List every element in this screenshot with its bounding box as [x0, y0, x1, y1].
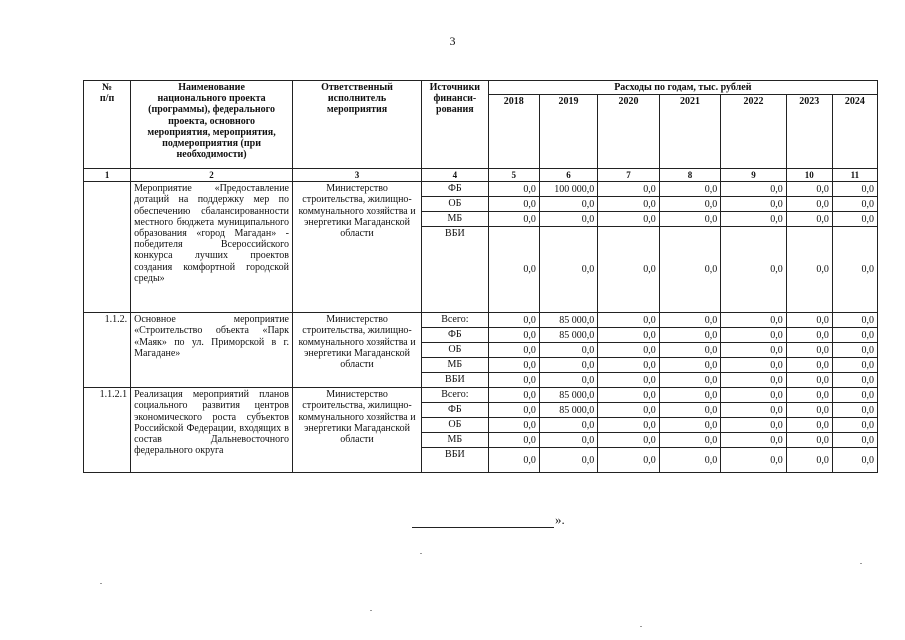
column-number: 3 — [292, 169, 421, 182]
funding-source: ФБ — [422, 182, 489, 197]
expense-value: 0,0 — [488, 373, 539, 388]
column-number: 10 — [786, 169, 832, 182]
expense-value: 100 000,0 — [539, 182, 597, 197]
expense-value: 85 000,0 — [539, 403, 597, 418]
expense-value: 0,0 — [786, 418, 832, 433]
expense-value: 0,0 — [721, 448, 787, 473]
header-row-1 — [84, 81, 878, 95]
expense-value: 0,0 — [832, 418, 877, 433]
expense-value: 0,0 — [786, 227, 832, 313]
section-executor: Министерство строительства, жилищно-коммунального хозяйства и энергетики Магаданской области — [292, 182, 421, 313]
expense-value: 0,0 — [488, 313, 539, 328]
funding-source: ОБ — [422, 197, 489, 212]
expense-value: 0,0 — [832, 313, 877, 328]
header-no: № п/п — [84, 81, 131, 169]
section-executor: Министерство строительства, жилищно-коммунального хозяйства и энергетики Магаданской области — [292, 313, 421, 388]
funding-source: ВБИ — [422, 373, 489, 388]
expense-value: 0,0 — [832, 358, 877, 373]
section-name: Мероприятие «Предоставление дотаций на поддержку мер по обеспечению сбалансированности местного бюджета муниципального образования «город Магадан» - победителя Всероссийского конкурса лучших проектов создания комфортной городской среды» — [131, 182, 293, 313]
expense-value: 0,0 — [488, 388, 539, 403]
funding-source: ВБИ — [422, 227, 489, 313]
column-number: 4 — [422, 169, 489, 182]
signature-line — [412, 527, 554, 528]
expense-value: 0,0 — [488, 328, 539, 343]
expense-value: 0,0 — [488, 197, 539, 212]
expense-value: 0,0 — [659, 197, 720, 212]
expense-value: 0,0 — [488, 343, 539, 358]
expense-value: 0,0 — [721, 388, 787, 403]
funding-source: Всего: — [422, 313, 489, 328]
expense-value: 0,0 — [721, 418, 787, 433]
expense-value: 0,0 — [659, 328, 720, 343]
header-year: 2020 — [598, 95, 659, 169]
expense-value: 0,0 — [786, 373, 832, 388]
expense-value: 0,0 — [659, 212, 720, 227]
header-year: 2019 — [539, 95, 597, 169]
budget-table — [83, 80, 878, 473]
funding-source: МБ — [422, 358, 489, 373]
column-number: 6 — [539, 169, 597, 182]
expense-value: 0,0 — [786, 328, 832, 343]
section-name: Основное мероприятие «Строительство объекта «Парк «Маяк» по ул. Приморской в г. Магадане» — [131, 313, 293, 388]
header-executor: Ответственный исполнитель мероприятия — [292, 81, 421, 169]
expense-value: 0,0 — [539, 197, 597, 212]
column-number: 11 — [832, 169, 877, 182]
expense-value: 0,0 — [539, 227, 597, 313]
column-number: 1 — [84, 169, 131, 182]
expense-value: 0,0 — [786, 403, 832, 418]
expense-value: 0,0 — [786, 212, 832, 227]
expense-value: 0,0 — [832, 373, 877, 388]
expense-value: 0,0 — [721, 313, 787, 328]
funding-source: ФБ — [422, 403, 489, 418]
expense-value: 0,0 — [659, 343, 720, 358]
header-sources: Источники финанси- рования — [422, 81, 489, 169]
expense-value: 0,0 — [832, 343, 877, 358]
expense-value: 0,0 — [598, 373, 659, 388]
expense-value: 0,0 — [832, 182, 877, 197]
expense-value: 0,0 — [598, 197, 659, 212]
expense-value: 0,0 — [832, 212, 877, 227]
expense-value: 0,0 — [659, 227, 720, 313]
expense-value: 0,0 — [721, 328, 787, 343]
column-number: 9 — [721, 169, 787, 182]
expense-value: 0,0 — [659, 418, 720, 433]
funding-source: Всего: — [422, 388, 489, 403]
expense-value: 0,0 — [832, 388, 877, 403]
expense-value: 0,0 — [539, 358, 597, 373]
expense-value: 0,0 — [721, 358, 787, 373]
column-number: 5 — [488, 169, 539, 182]
expense-value: 0,0 — [721, 227, 787, 313]
expense-value: 0,0 — [488, 227, 539, 313]
expense-value: 0,0 — [488, 358, 539, 373]
expense-value: 0,0 — [721, 403, 787, 418]
expense-value: 0,0 — [659, 182, 720, 197]
expense-value: 0,0 — [659, 358, 720, 373]
expense-value: 0,0 — [659, 433, 720, 448]
column-number: 7 — [598, 169, 659, 182]
expense-value: 0,0 — [786, 388, 832, 403]
funding-source: ОБ — [422, 343, 489, 358]
expense-value: 0,0 — [598, 433, 659, 448]
expense-value: 0,0 — [539, 418, 597, 433]
expense-value: 0,0 — [488, 212, 539, 227]
header-year: 2024 — [832, 95, 877, 169]
expense-value: 0,0 — [721, 433, 787, 448]
expense-value: 0,0 — [488, 182, 539, 197]
expense-value: 0,0 — [786, 182, 832, 197]
expense-value: 0,0 — [598, 418, 659, 433]
expense-value: 0,0 — [659, 403, 720, 418]
expense-value: 0,0 — [488, 433, 539, 448]
expense-value: 0,0 — [539, 373, 597, 388]
expense-value: 0,0 — [598, 227, 659, 313]
header-year: 2018 — [488, 95, 539, 169]
expense-value: 0,0 — [488, 448, 539, 473]
expense-value: 0,0 — [786, 448, 832, 473]
header-year: 2021 — [659, 95, 720, 169]
expense-value: 0,0 — [659, 313, 720, 328]
expense-value: 0,0 — [598, 182, 659, 197]
expense-value: 0,0 — [539, 343, 597, 358]
expense-value: 0,0 — [598, 212, 659, 227]
closing-mark — [412, 512, 565, 528]
expense-value: 0,0 — [832, 197, 877, 212]
expense-value: 0,0 — [488, 403, 539, 418]
section-code: 1.1.2. — [84, 313, 131, 388]
section-code: 1.1.2.1 — [84, 388, 131, 473]
expense-value: 0,0 — [786, 433, 832, 448]
expense-value: 0,0 — [721, 343, 787, 358]
section-executor: Министерство строительства, жилищно-коммунального хозяйства и энергетики Магаданской области — [292, 388, 421, 473]
expense-value: 0,0 — [598, 358, 659, 373]
table-row — [84, 182, 878, 197]
funding-source: МБ — [422, 212, 489, 227]
expense-value: 0,0 — [721, 212, 787, 227]
funding-source: МБ — [422, 433, 489, 448]
section-name: Реализация мероприятий планов социального развития центров экономического роста субъектов Российской Федерации, входящих в состав Дальневосточного федерального округа — [131, 388, 293, 473]
expense-value: 0,0 — [786, 358, 832, 373]
expense-value: 0,0 — [598, 343, 659, 358]
header-year: 2022 — [721, 95, 787, 169]
expense-value: 0,0 — [721, 197, 787, 212]
expense-value: 0,0 — [598, 328, 659, 343]
expense-value: 0,0 — [786, 313, 832, 328]
expense-value: 0,0 — [539, 448, 597, 473]
column-number-row — [84, 169, 878, 182]
header-expenses: Расходы по годам, тыс. рублей — [488, 81, 877, 95]
table-row — [84, 313, 878, 328]
funding-source: ОБ — [422, 418, 489, 433]
expense-value: 0,0 — [832, 227, 877, 313]
header-name: Наименование национального проекта (программы), федерального проекта, основного мероприятия, мероприятия, подмероприятия (при необходимости) — [131, 81, 293, 169]
expense-value: 0,0 — [598, 388, 659, 403]
section-code — [84, 182, 131, 313]
expense-value: 0,0 — [659, 448, 720, 473]
expense-value: 0,0 — [721, 373, 787, 388]
expense-value: 0,0 — [539, 433, 597, 448]
closing-quote: ». — [555, 512, 565, 527]
expense-value: 0,0 — [832, 403, 877, 418]
expense-value: 0,0 — [598, 403, 659, 418]
expense-value: 0,0 — [721, 182, 787, 197]
expense-value: 0,0 — [488, 418, 539, 433]
page-number: 3 — [449, 34, 456, 48]
expense-value: 85 000,0 — [539, 388, 597, 403]
table-row — [84, 388, 878, 403]
funding-source: ВБИ — [422, 448, 489, 473]
column-number: 8 — [659, 169, 720, 182]
expense-value: 85 000,0 — [539, 313, 597, 328]
expense-value: 0,0 — [786, 343, 832, 358]
column-number: 2 — [131, 169, 293, 182]
expense-value: 0,0 — [832, 433, 877, 448]
expense-value: 0,0 — [832, 448, 877, 473]
expense-value: 0,0 — [539, 212, 597, 227]
header-year: 2023 — [786, 95, 832, 169]
expense-value: 0,0 — [598, 313, 659, 328]
funding-source: ФБ — [422, 328, 489, 343]
expense-value: 0,0 — [659, 388, 720, 403]
expense-value: 0,0 — [786, 197, 832, 212]
expense-value: 0,0 — [598, 448, 659, 473]
expense-value: 0,0 — [659, 373, 720, 388]
expense-value: 85 000,0 — [539, 328, 597, 343]
expense-value: 0,0 — [832, 328, 877, 343]
